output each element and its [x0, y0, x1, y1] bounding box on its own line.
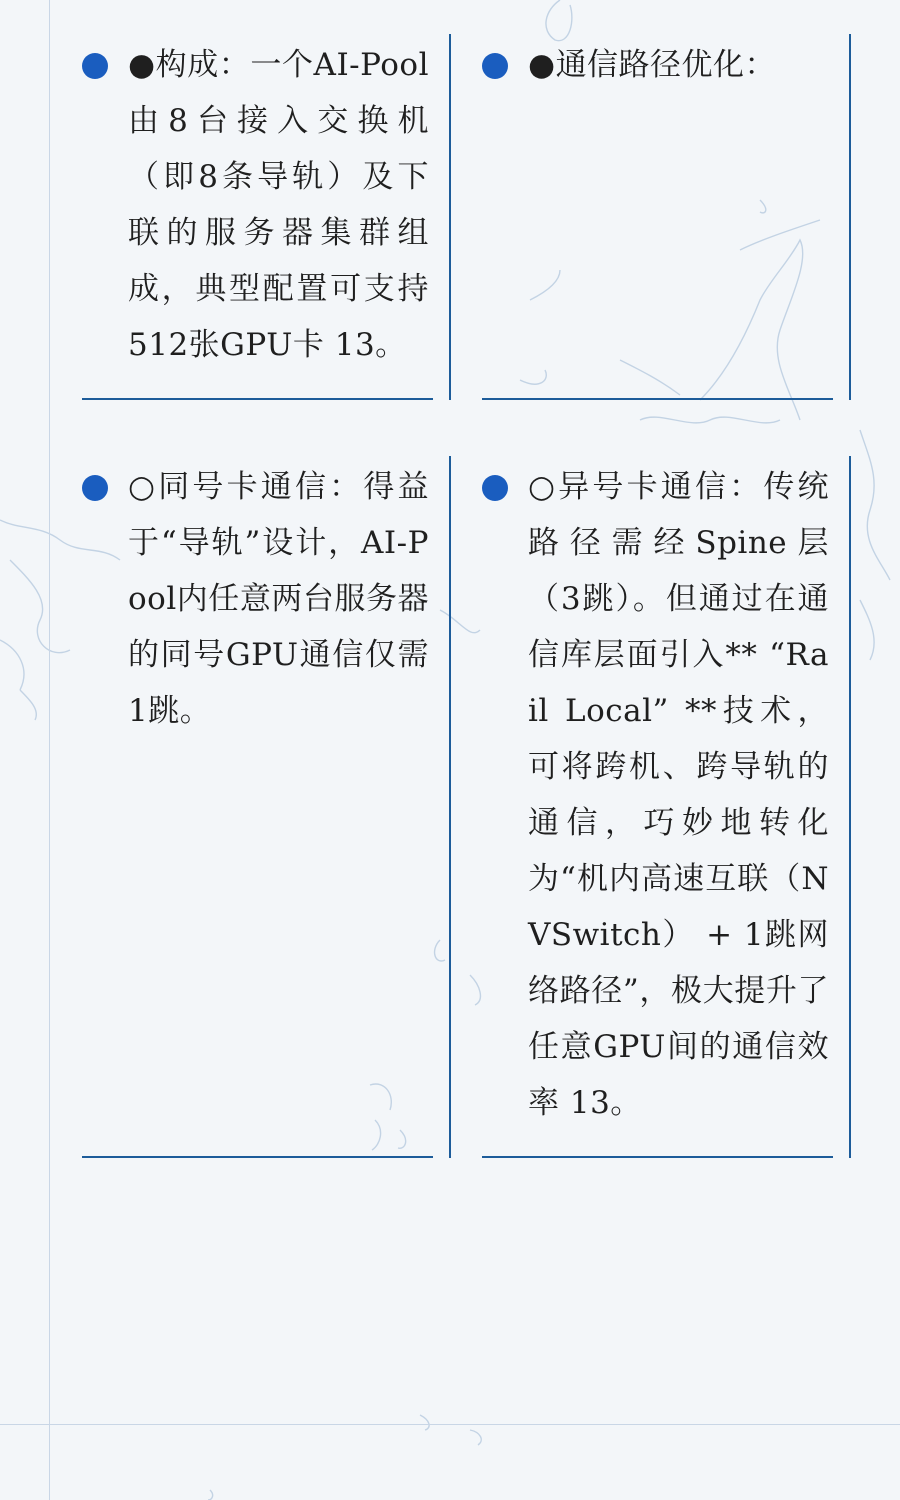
- card-vertical-rule: [449, 34, 451, 400]
- card-vertical-rule: [449, 456, 451, 1158]
- card-bottom-rule: [82, 1156, 433, 1158]
- card-marker: ○: [528, 469, 559, 505]
- page-margin-line-vertical: [49, 0, 50, 1500]
- card-composition: [82, 34, 451, 402]
- card-heading: 通信路径优化：: [555, 47, 777, 83]
- card-text: [528, 459, 829, 1131]
- card-text: [128, 459, 429, 739]
- bullet-icon: [82, 475, 108, 501]
- card-bottom-rule: [482, 1156, 833, 1158]
- card-path-optimization: [482, 34, 851, 402]
- card-heading: 异号卡通信：: [558, 469, 764, 505]
- bullet-icon: [482, 53, 508, 79]
- card-heading: 构成：: [155, 47, 251, 83]
- card-text: [128, 37, 429, 373]
- card-vertical-rule: [849, 34, 851, 400]
- card-different-index-gpu: [482, 456, 851, 1160]
- bullet-icon: [482, 475, 508, 501]
- card-same-index-gpu: [82, 456, 451, 1160]
- card-vertical-rule: [849, 456, 851, 1158]
- card-body: 一个AI-Pool由8台接入交换机（即8条导轨）及下联的服务器集群组成，典型配置可支持512张GPU卡 13。: [128, 47, 430, 363]
- card-text: [528, 37, 829, 93]
- card-heading: 同号卡通信：: [158, 469, 364, 505]
- card-marker: ●: [128, 47, 156, 83]
- page-margin-line-horizontal: [0, 1424, 900, 1425]
- card-marker: ○: [128, 469, 159, 505]
- card-bottom-rule: [82, 398, 433, 400]
- card-marker: ●: [528, 47, 556, 83]
- bullet-icon: [82, 53, 108, 79]
- card-bottom-rule: [482, 398, 833, 400]
- card-body: 传统路径需经Spine层（3跳）。但通过在通信库层面引入** “Rail Local” **技术，可将跨机、跨导轨的通信，巧妙地转化为“机内高速互联（NVSwitch） + 1跳网络路径”，极大提升了任意GPU间的通信效率 13。: [528, 469, 829, 1121]
- card-body: 得益于“导轨”设计，AI-Pool内任意两台服务器的同号GPU通信仅需1跳。: [128, 469, 429, 729]
